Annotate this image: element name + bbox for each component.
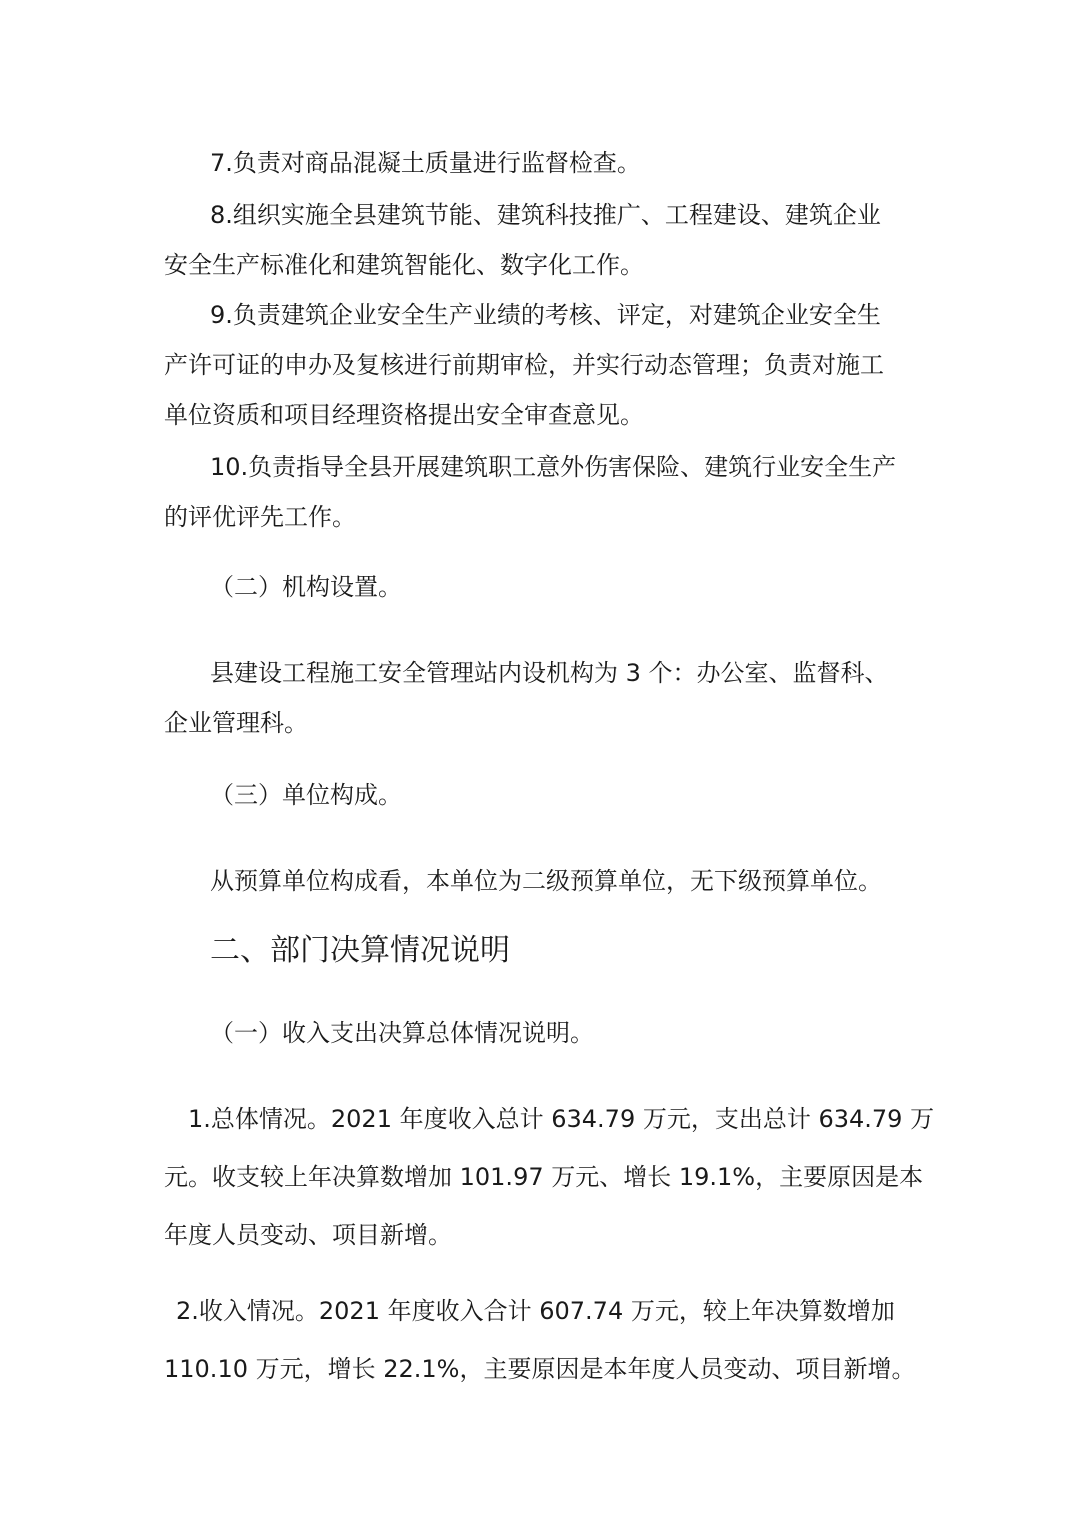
section-org-title [164,562,914,612]
section-unit-body [164,856,914,906]
text-line: 8.组织实施全县建筑节能、建筑科技推广、工程建设、建筑企业 [210,201,881,229]
text-line: 单位资质和项目经理资格提出安全审查意见。 [164,401,644,429]
text-line: 安全生产标准化和建筑智能化、数字化工作。 [164,251,644,279]
section-title: （二）机构设置。 [210,573,402,601]
text-line: 从预算单位构成看，本单位为二级预算单位，无下级预算单位。 [210,867,882,895]
overall-paragraph [188,1090,938,1148]
income-paragraph-cont [164,1340,914,1398]
text-line: 7.负责对商品混凝土质量进行监督检查。 [210,149,641,177]
income-paragraph [176,1282,926,1340]
text-line: 企业管理科。 [164,709,308,737]
heading-text: 二、部门决算情况说明 [210,933,510,968]
text-line: 9.负责建筑企业安全生产业绩的考核、评定，对建筑企业安全生 [210,301,881,329]
part-two-subtitle [164,1008,914,1058]
section-title: （三）单位构成。 [210,781,402,809]
text-line: 1.总体情况。2021 年度收入总计 634.79 万元，支出总计 634.79 万 [188,1105,935,1133]
duty-item-9 [164,290,914,440]
text-line: 产许可证的申办及复核进行前期审检，并实行动态管理；负责对施工 [164,351,884,379]
part-two-heading [164,926,914,976]
overall-paragraph-cont [164,1148,924,1264]
duty-item-7 [164,138,914,188]
section-title: （一）收入支出决算总体情况说明。 [210,1019,594,1047]
section-org-body [164,648,914,748]
text-line: 2.收入情况。2021 年度收入合计 607.74 万元，较上年决算数增加 [176,1297,895,1325]
text-line: 110.10 万元，增长 22.1%，主要原因是本年度人员变动、项目新增。 [164,1355,916,1383]
duty-item-8 [164,190,914,290]
text-line: 年度人员变动、项目新增。 [164,1221,452,1249]
text-line: 元。收支较上年决算数增加 101.97 万元、增长 19.1%，主要原因是本 [164,1163,924,1191]
duty-item-10 [164,442,914,542]
text-line: 县建设工程施工安全管理站内设机构为 3 个：办公室、监督科、 [210,659,889,687]
text-line: 10.负责指导全县开展建筑职工意外伤害保险、建筑行业安全生产 [210,453,897,481]
section-unit-title [164,770,914,820]
text-line: 的评优评先工作。 [164,503,356,531]
